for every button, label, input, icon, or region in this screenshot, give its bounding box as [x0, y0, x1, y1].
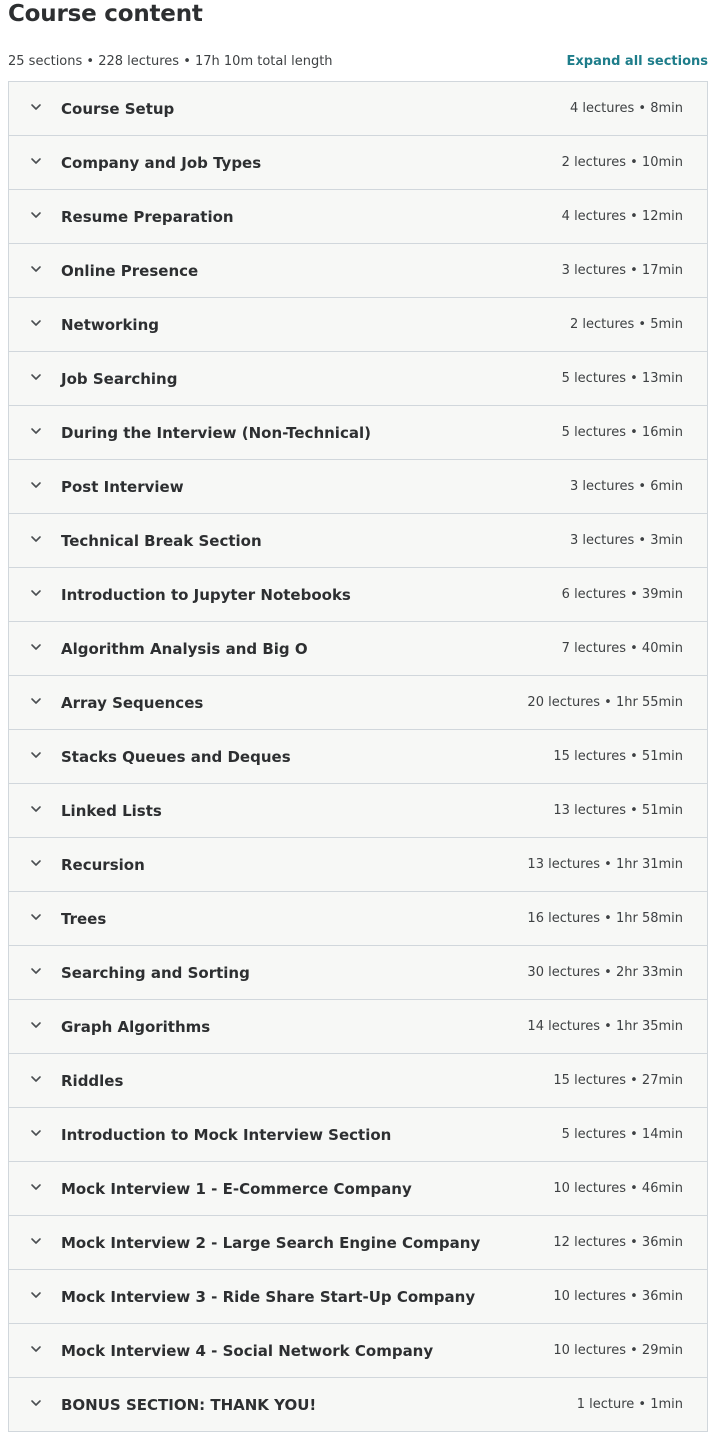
section-meta: 30 lectures • 2hr 33min	[527, 965, 683, 980]
section-title: Post Interview	[61, 478, 184, 496]
section-meta: 3 lectures • 17min	[561, 263, 683, 278]
section-meta: 4 lectures • 8min	[569, 101, 683, 116]
section-row[interactable]	[9, 838, 707, 892]
section-title: Technical Break Section	[61, 532, 262, 550]
section-title: Mock Interview 2 - Large Search Engine Company	[61, 1234, 481, 1252]
section-title: Introduction to Jupyter Notebooks	[61, 586, 351, 604]
section-row[interactable]	[9, 1324, 707, 1378]
section-list	[8, 81, 708, 1432]
section-row[interactable]	[9, 1054, 707, 1108]
section-meta: 2 lectures • 10min	[561, 155, 683, 170]
section-title: Recursion	[61, 856, 145, 874]
section-title: Trees	[61, 910, 107, 928]
section-row[interactable]	[9, 676, 707, 730]
section-meta: 16 lectures • 1hr 58min	[527, 911, 683, 926]
chevron-down-icon	[30, 1019, 42, 1031]
chevron-down-icon	[30, 479, 42, 491]
section-meta: 13 lectures • 1hr 31min	[527, 857, 683, 872]
chevron-down-icon	[30, 1289, 42, 1301]
chevron-down-icon	[30, 425, 42, 437]
expand-all-sections-button[interactable]: Expand all sections	[566, 54, 708, 69]
section-row[interactable]	[9, 784, 707, 838]
section-title: Networking	[61, 316, 159, 334]
chevron-down-icon	[30, 803, 42, 815]
section-meta: 3 lectures • 3min	[569, 533, 683, 548]
section-meta: 14 lectures • 1hr 35min	[527, 1019, 683, 1034]
section-title: BONUS SECTION: THANK YOU!	[61, 1396, 317, 1414]
chevron-down-icon	[30, 155, 42, 167]
chevron-down-icon	[30, 1073, 42, 1085]
section-row[interactable]	[9, 298, 707, 352]
section-title: Online Presence	[61, 262, 199, 280]
section-row[interactable]	[9, 622, 707, 676]
chevron-down-icon	[30, 1235, 42, 1247]
chevron-down-icon	[30, 911, 42, 923]
section-meta: 6 lectures • 39min	[561, 587, 683, 602]
section-title: Introduction to Mock Interview Section	[61, 1126, 392, 1144]
chevron-down-icon	[30, 1127, 42, 1139]
section-title: Resume Preparation	[61, 208, 234, 226]
chevron-down-icon	[30, 695, 42, 707]
section-title: Course Setup	[61, 100, 175, 118]
section-title: Riddles	[61, 1072, 124, 1090]
course-summary: 25 sections • 228 lectures • 17h 10m total length	[8, 54, 333, 69]
section-meta: 13 lectures • 51min	[553, 803, 683, 818]
section-title: Stacks Queues and Deques	[61, 748, 291, 766]
section-meta: 2 lectures • 5min	[569, 317, 683, 332]
chevron-down-icon	[30, 1397, 42, 1409]
section-meta: 5 lectures • 13min	[561, 371, 683, 386]
section-row[interactable]	[9, 946, 707, 1000]
chevron-down-icon	[30, 101, 42, 113]
section-title: Company and Job Types	[61, 154, 262, 172]
page-title: Course content	[8, 1, 203, 27]
section-row[interactable]	[9, 1216, 707, 1270]
section-meta: 10 lectures • 46min	[553, 1181, 683, 1196]
section-meta: 5 lectures • 14min	[561, 1127, 683, 1142]
section-row[interactable]	[9, 1108, 707, 1162]
chevron-down-icon	[30, 1343, 42, 1355]
section-title: Mock Interview 3 - Ride Share Start-Up Company	[61, 1288, 476, 1306]
section-row[interactable]	[9, 568, 707, 622]
chevron-down-icon	[30, 587, 42, 599]
section-title: Searching and Sorting	[61, 964, 250, 982]
section-row[interactable]	[9, 460, 707, 514]
section-meta: 15 lectures • 27min	[553, 1073, 683, 1088]
chevron-down-icon	[30, 371, 42, 383]
section-row[interactable]	[9, 406, 707, 460]
section-title: During the Interview (Non-Technical)	[61, 424, 371, 442]
section-title: Array Sequences	[61, 694, 204, 712]
chevron-down-icon	[30, 749, 42, 761]
chevron-down-icon	[30, 533, 42, 545]
section-meta: 12 lectures • 36min	[553, 1235, 683, 1250]
chevron-down-icon	[30, 965, 42, 977]
section-row[interactable]	[9, 1000, 707, 1054]
section-row[interactable]	[9, 190, 707, 244]
section-meta: 7 lectures • 40min	[561, 641, 683, 656]
section-title: Mock Interview 1 - E-Commerce Company	[61, 1180, 412, 1198]
section-meta: 4 lectures • 12min	[561, 209, 683, 224]
section-meta: 15 lectures • 51min	[553, 749, 683, 764]
section-meta: 1 lecture • 1min	[576, 1397, 683, 1412]
section-row[interactable]	[9, 1162, 707, 1216]
chevron-down-icon	[30, 263, 42, 275]
section-title: Graph Algorithms	[61, 1018, 211, 1036]
section-title: Job Searching	[61, 370, 178, 388]
section-title: Algorithm Analysis and Big O	[61, 640, 308, 658]
chevron-down-icon	[30, 317, 42, 329]
section-meta: 10 lectures • 29min	[553, 1343, 683, 1358]
section-row[interactable]	[9, 136, 707, 190]
chevron-down-icon	[30, 1181, 42, 1193]
chevron-down-icon	[30, 641, 42, 653]
section-meta: 5 lectures • 16min	[561, 425, 683, 440]
section-row[interactable]	[9, 730, 707, 784]
chevron-down-icon	[30, 857, 42, 869]
section-meta: 3 lectures • 6min	[569, 479, 683, 494]
section-row[interactable]	[9, 892, 707, 946]
section-row[interactable]	[9, 82, 707, 136]
section-title: Mock Interview 4 - Social Network Company	[61, 1342, 434, 1360]
section-row[interactable]	[9, 352, 707, 406]
section-row[interactable]	[9, 1270, 707, 1324]
chevron-down-icon	[30, 209, 42, 221]
section-meta: 10 lectures • 36min	[553, 1289, 683, 1304]
course-summary-bar	[8, 53, 710, 73]
section-row[interactable]	[9, 244, 707, 298]
section-title: Linked Lists	[61, 802, 162, 820]
section-row[interactable]	[9, 1378, 707, 1432]
section-row[interactable]	[9, 514, 707, 568]
section-meta: 20 lectures • 1hr 55min	[527, 695, 683, 710]
